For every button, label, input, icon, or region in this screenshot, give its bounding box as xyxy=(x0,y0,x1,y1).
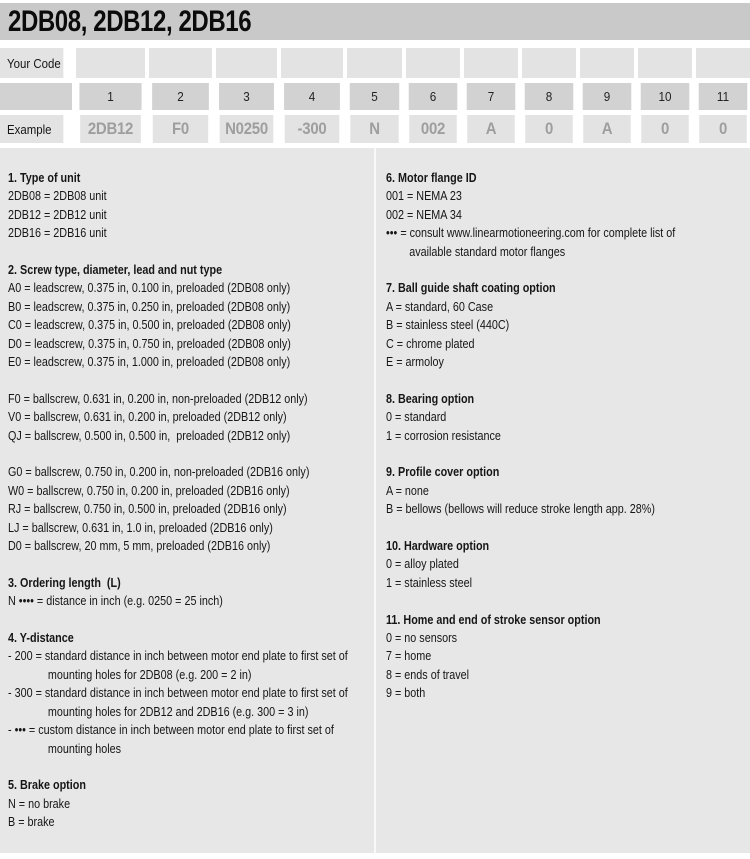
option-line: LJ = ballscrew, 0.631 in, 1.0 in, preloaded (2DB16 only) xyxy=(8,519,273,535)
option-line: available standard motor flanges xyxy=(409,243,566,259)
option-line: B = stainless steel (440C) xyxy=(386,317,510,333)
your-code-cell xyxy=(281,48,343,78)
option-line: B = brake xyxy=(8,814,55,830)
position-number: 2 xyxy=(152,83,209,110)
position-number: 11 xyxy=(699,83,748,110)
option-line: 001 = NEMA 23 xyxy=(386,188,462,204)
option-line: E0 = leadscrew, 0.375 in, 1.000 in, preloaded (2DB08 only) xyxy=(8,354,291,370)
example-value: A xyxy=(583,115,631,143)
option-line: B = bellows (bellows will reduce stroke length app. 28%) xyxy=(386,501,655,517)
option-line: 9 = both xyxy=(386,685,426,701)
option-line: N = no brake xyxy=(8,795,71,811)
section-heading: 5. Brake option xyxy=(8,777,86,793)
option-section xyxy=(8,169,374,243)
option-line: C0 = leadscrew, 0.375 in, 0.500 in, preloaded (2DB08 only) xyxy=(8,317,291,333)
option-line: E = armoloy xyxy=(386,354,444,370)
section-heading: 8. Bearing option xyxy=(386,390,475,406)
option-line: V0 = ballscrew, 0.631 in, 0.200 in, preloaded (2DB12 only) xyxy=(8,409,287,425)
position-number: 5 xyxy=(350,83,400,110)
option-line: 0 = no sensors xyxy=(386,630,458,646)
section-heading: 11. Home and end of stroke sensor option xyxy=(386,611,601,627)
option-line: 2DB12 = 2DB12 unit xyxy=(8,206,107,222)
right-column xyxy=(376,148,750,853)
your-code-cell xyxy=(149,48,212,78)
position-number: 9 xyxy=(583,83,632,110)
your-code-cell xyxy=(696,48,750,78)
option-line: D0 = ballscrew, 20 mm, 5 mm, preloaded (2DB16 only) xyxy=(8,538,271,554)
option-line: N •••• = distance in inch (e.g. 0250 = 25 inch) xyxy=(8,593,223,609)
your-code-cell xyxy=(406,48,460,78)
section-heading: 3. Ordering length (L) xyxy=(8,574,121,590)
section-heading: 9. Profile cover option xyxy=(386,464,500,480)
example-value: 002 xyxy=(409,115,457,143)
your-code-cell xyxy=(216,48,277,78)
option-line: - ••• = custom distance in inch between motor end plate to first set of xyxy=(8,722,334,738)
page-title-bar xyxy=(0,3,750,40)
section-heading: 10. Hardware option xyxy=(386,538,490,554)
option-line: A0 = leadscrew, 0.375 in, 0.100 in, preloaded (2DB08 only) xyxy=(8,280,291,296)
your-code-cell xyxy=(464,48,518,78)
option-section xyxy=(8,629,374,758)
option-line: mounting holes xyxy=(47,740,122,756)
option-line: G0 = ballscrew, 0.750 in, 0.200 in, non-preloaded (2DB16 only) xyxy=(8,464,310,480)
section-heading: 7. Ball guide shaft coating option xyxy=(386,280,556,296)
option-line: D0 = leadscrew, 0.375 in, 0.750 in, preloaded (2DB08 only) xyxy=(8,335,291,351)
option-line: - 200 = standard distance in inch between motor end plate to first set of xyxy=(8,648,348,664)
left-column xyxy=(0,148,374,853)
example-value: A xyxy=(467,115,515,143)
option-section xyxy=(8,574,374,611)
option-line: - 300 = standard distance in inch between motor end plate to first set of xyxy=(8,685,348,701)
position-number: 3 xyxy=(219,83,274,110)
example-value: N0250 xyxy=(220,115,274,143)
example-label: Example xyxy=(0,115,63,143)
position-number: 10 xyxy=(641,83,690,110)
option-line: mounting holes for 2DB12 and 2DB16 (e.g. 300 = 3 in) xyxy=(47,703,309,719)
section-heading: 2. Screw type, diameter, lead and nut type xyxy=(8,262,223,278)
example-value: 2DB12 xyxy=(80,115,141,143)
catalog-page xyxy=(0,3,750,853)
option-line: 1 = corrosion resistance xyxy=(386,427,501,443)
your-code-cell xyxy=(76,48,145,78)
example-value: -300 xyxy=(285,115,340,143)
option-line: mounting holes for 2DB08 (e.g. 200 = 2 in) xyxy=(47,666,252,682)
option-line: 0 = alloy plated xyxy=(386,556,459,572)
option-line: A = standard, 60 Case xyxy=(386,298,494,314)
example-value: 0 xyxy=(699,115,747,143)
option-line: QJ = ballscrew, 0.500 in, 0.500 in, preloaded (2DB12 only) xyxy=(8,427,291,443)
content-area xyxy=(0,148,750,853)
option-line: RJ = ballscrew, 0.750 in, 0.500 in, preloaded (2DB16 only) xyxy=(8,501,287,517)
option-section xyxy=(386,169,742,261)
example-value: 0 xyxy=(525,115,573,143)
option-line: 2DB08 = 2DB08 unit xyxy=(8,188,107,204)
option-line: 8 = ends of travel xyxy=(386,666,470,682)
option-section xyxy=(8,261,374,555)
example-value: N xyxy=(350,115,398,143)
section-heading: 1. Type of unit xyxy=(8,170,81,185)
option-line: ••• = consult www.linearmotioneering.com for complete list of xyxy=(386,225,676,241)
option-section xyxy=(386,390,742,445)
option-line: F0 = ballscrew, 0.631 in, 0.200 in, non-preloaded (2DB12 only) xyxy=(8,390,308,406)
ordering-code-table xyxy=(0,48,750,143)
option-section xyxy=(386,463,742,518)
position-number: 6 xyxy=(409,83,458,110)
option-line: 002 = NEMA 34 xyxy=(386,206,462,222)
position-number: 1 xyxy=(79,83,141,110)
example-value: 0 xyxy=(641,115,689,143)
your-code-cell xyxy=(638,48,692,78)
position-number: 8 xyxy=(525,83,574,110)
option-line: A = none xyxy=(386,482,429,498)
option-line: 7 = home xyxy=(386,648,432,664)
page-title: 2DB08, 2DB12, 2DB16 xyxy=(8,4,252,38)
option-line: 2DB16 = 2DB16 unit xyxy=(8,225,107,241)
your-code-cell xyxy=(522,48,576,78)
section-heading: 4. Y-distance xyxy=(8,630,74,646)
your-code-cell xyxy=(347,48,402,78)
option-section xyxy=(386,537,742,592)
section-heading: 6. Motor flange ID xyxy=(386,170,477,185)
position-number: 7 xyxy=(467,83,516,110)
option-section xyxy=(8,776,374,831)
position-header-blank xyxy=(0,83,72,110)
option-section xyxy=(386,611,742,703)
option-line: 1 = stainless steel xyxy=(386,574,473,590)
position-number: 4 xyxy=(284,83,340,110)
your-code-cell xyxy=(580,48,634,78)
option-line: C = chrome plated xyxy=(386,335,475,351)
option-line: 0 = standard xyxy=(386,409,447,425)
option-section xyxy=(386,279,742,371)
option-line: B0 = leadscrew, 0.375 in, 0.250 in, preloaded (2DB08 only) xyxy=(8,298,291,314)
option-line: W0 = ballscrew, 0.750 in, 0.200 in, preloaded (2DB16 only) xyxy=(8,482,290,498)
your-code-label: Your Code xyxy=(0,48,63,78)
example-value: F0 xyxy=(153,115,208,143)
